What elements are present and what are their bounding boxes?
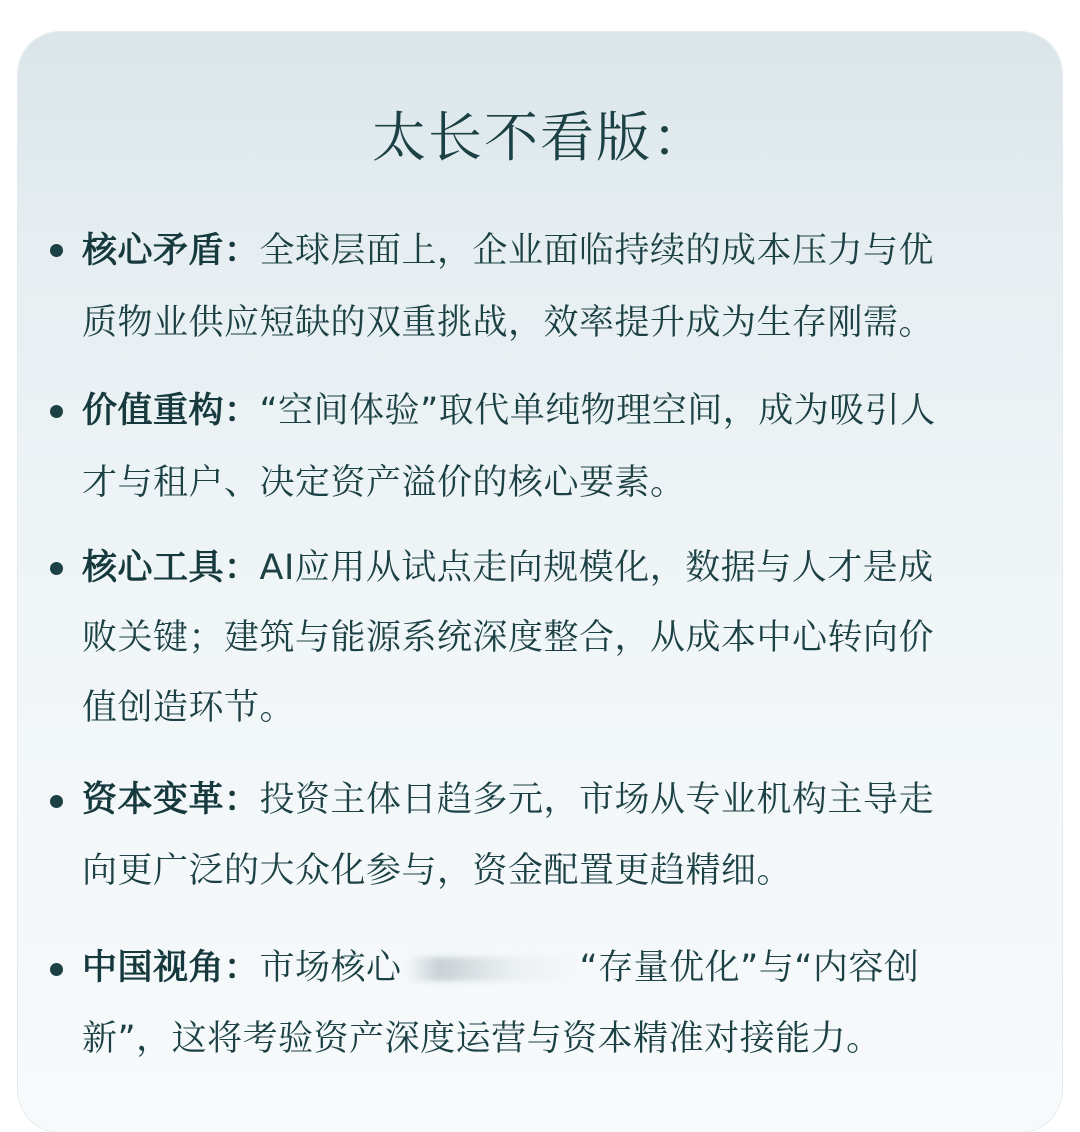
page-title: 太长不看版：	[372, 106, 708, 169]
item-line: 败关键；建筑与能源系统深度整合，从成本中心转向价	[82, 618, 935, 658]
bullet-icon	[50, 405, 63, 418]
item-line: 新”，这将考验资产深度运营与资本精准对接能力。	[82, 1019, 882, 1059]
item-text: 市场核心	[259, 948, 402, 988]
item-label: 价值重构：	[82, 391, 260, 431]
item-label: 资本变革：	[82, 780, 260, 820]
item-text: “空间体验”取代单纯物理空间，成为吸引人	[259, 391, 936, 431]
item-text: “存量优化”与“内容创	[579, 948, 920, 988]
item-label: 核心工具：	[82, 548, 260, 588]
item-line: 质物业供应短缺的双重挑战，效率提升成为生存刚需。	[82, 303, 935, 343]
item-line: 值创造环节。	[82, 688, 296, 728]
item-label: 核心矛盾：	[82, 231, 260, 271]
item-label: 中国视角：	[82, 948, 260, 988]
bullet-icon	[50, 244, 63, 257]
item-line: 向更广泛的大众化参与，资金配置更趋精细。	[82, 851, 793, 891]
item-line: 才与租户、决定资产溢价的核心要素。	[82, 463, 686, 503]
item-line	[82, 544, 1042, 592]
bullet-icon	[50, 562, 63, 575]
item-line	[82, 387, 1042, 435]
item-text: 全球层面上，企业面临持续的成本压力与优	[259, 231, 935, 271]
bullet-icon	[50, 795, 63, 808]
bullet-icon	[50, 963, 63, 976]
item-text: 投资主体日趋多元，市场从专业机构主导走	[259, 780, 935, 820]
item-text: AI应用从试点走向规模化，数据与人才是成	[259, 548, 934, 588]
item-line	[82, 944, 1042, 992]
item-line	[82, 776, 1042, 824]
redaction-blur	[406, 957, 576, 981]
item-line	[82, 227, 1042, 275]
